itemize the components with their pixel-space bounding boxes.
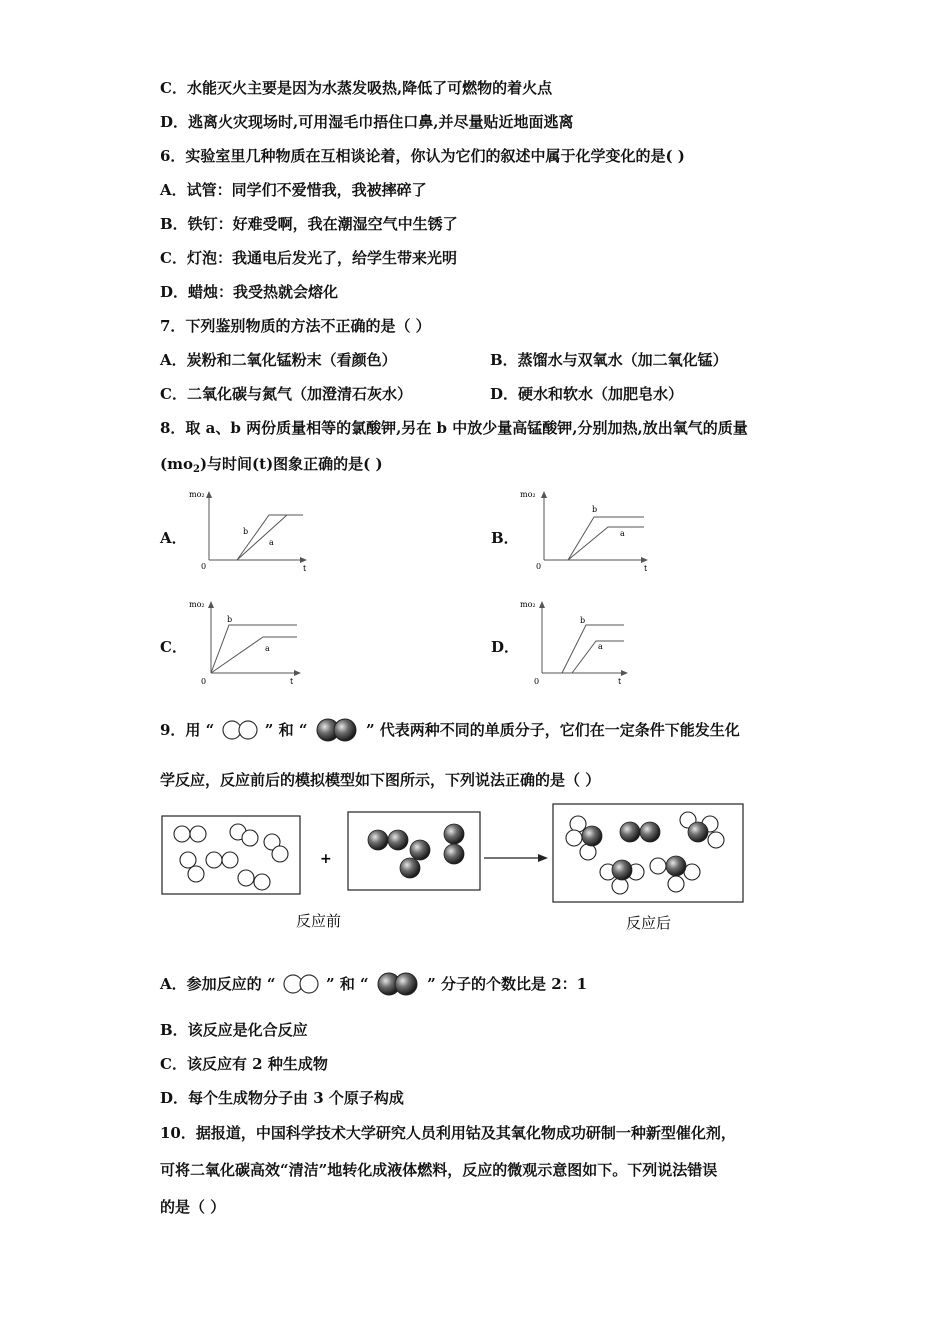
q10-stem-line2: 可将二氧化碳高效“清洁”地转化成液体燃料，反应的微观示意图如下。下列说法错误 (160, 1161, 718, 1179)
graph-a-a-label: a (269, 538, 274, 547)
graph-d-a-label: a (598, 642, 603, 651)
q7-stem: 7．下列鉴别物质的方法不正确的是（ ） (160, 317, 431, 335)
graph-a-origin: 0 (201, 562, 207, 571)
graph-a-b-label: b (243, 527, 249, 536)
q8-label-b: B． (491, 529, 519, 547)
graph-b-a-label: a (620, 529, 625, 538)
dark-molecule-icon (374, 971, 422, 999)
graph-b-x-label: t (644, 564, 648, 573)
dark-molecule-icon (313, 717, 361, 745)
graph-b-origin: 0 (536, 562, 542, 571)
q9-option-c: C．该反应有 2 种生成物 (160, 1055, 328, 1073)
graph-d-b-label: b (580, 616, 586, 625)
q6-option-a: A．试管：同学们不爱惜我，我被摔碎了 (160, 181, 427, 199)
graph-d-curve-b (562, 625, 624, 673)
q8-label-a: A． (160, 529, 187, 547)
graph-a-y-label: mo₂ (189, 490, 205, 499)
q6-stem: 6．实验室里几种物质在互相谈论着，你认为它们的叙述中属于化学变化的是( ) (160, 147, 685, 165)
graph-b (516, 485, 656, 573)
graph-a-x-label: t (303, 564, 307, 573)
q9-option-b: B．该反应是化合反应 (160, 1021, 308, 1039)
graph-d-origin: 0 (534, 677, 540, 686)
graph-b-curve-b (568, 517, 644, 560)
graph-b-y-label: mo₂ (520, 490, 536, 499)
q10-stem-line1: 10．据报道，中国科学技术大学研究人员利用钴及其氧化物成功研制一种新型催化剂， (160, 1124, 736, 1142)
q8-stem-line2: $(mo_2)$与时间(t)图象正确的是( ) (160, 455, 383, 475)
graph-c-x-label: t (290, 677, 294, 686)
graph-a-curve-a (237, 515, 287, 560)
q5-option-c: C．水能灭火主要是因为水蒸发吸热,降低了可燃物的着火点 (160, 79, 553, 97)
graph-c-curve-b (211, 625, 297, 673)
q6-option-b: B．铁钉：好难受啊，我在潮湿空气中生锈了 (160, 215, 458, 233)
q9-stem-line2: 学反应，反应前后的模拟模型如下图所示，下列说法正确的是（ ） (160, 771, 601, 789)
q8-label-d: D． (491, 638, 520, 656)
q10-stem-line3: 的是（ ） (160, 1198, 226, 1216)
graph-d (516, 595, 646, 687)
q7-option-d: D．硬水和软水（加肥皂水） (490, 385, 684, 403)
q6-option-c: C．灯泡：我通电后发光了，给学生带来光明 (160, 249, 457, 267)
q7-option-b: B．蒸馏水与双氧水（加二氧化锰） (490, 351, 728, 369)
caption-before: 反应前 (296, 912, 342, 930)
caption-after: 反应后 (626, 914, 672, 932)
q8-label-c: C． (160, 638, 187, 656)
graph-c-curve-a (211, 637, 297, 673)
graph-d-y-label: mo₂ (520, 600, 536, 609)
q9-stem-line1: 9．用 “ ” 和 “ ” 代表两种不同的单质分子，它们在一定条件下能发生化 (160, 716, 740, 745)
graph-b-curve-a (568, 527, 644, 560)
q7-option-c: C．二氧化碳与氮气（加澄清石灰水） (160, 385, 412, 403)
graph-c-b-label: b (227, 615, 233, 624)
q9-option-d: D．每个生成物分子由 3 个原子构成 (160, 1089, 404, 1107)
graph-b-b-label: b (592, 505, 598, 514)
graph-c-y-label: mo₂ (189, 600, 205, 609)
reaction-diagram (160, 800, 760, 935)
q6-option-d: D．蜡烛：我受热就会熔化 (160, 283, 339, 301)
q7-option-a: A．炭粉和二氧化锰粉末（看颜色） (160, 351, 397, 369)
graph-d-x-label: t (618, 677, 622, 686)
graph-c (185, 595, 315, 687)
q9-option-a: A．参加反应的 “ ” 和 “ ” 分子的个数比是 2：1 (160, 970, 587, 999)
q8-stem-line1: 8．取 a、b 两份质量相等的氯酸钾,另在 b 中放少量高锰酸钾,分别加热,放出氧气的质量 (160, 419, 748, 437)
white-molecule-icon (220, 719, 260, 743)
graph-a (185, 485, 315, 573)
plus-sign: + (320, 851, 332, 867)
graph-c-origin: 0 (201, 677, 207, 686)
graph-c-a-label: a (265, 644, 270, 653)
white-molecule-icon (281, 973, 321, 997)
q5-option-d: D．逃离火灾现场时,可用湿毛巾捂住口鼻,并尽量贴近地面逃离 (160, 113, 574, 131)
